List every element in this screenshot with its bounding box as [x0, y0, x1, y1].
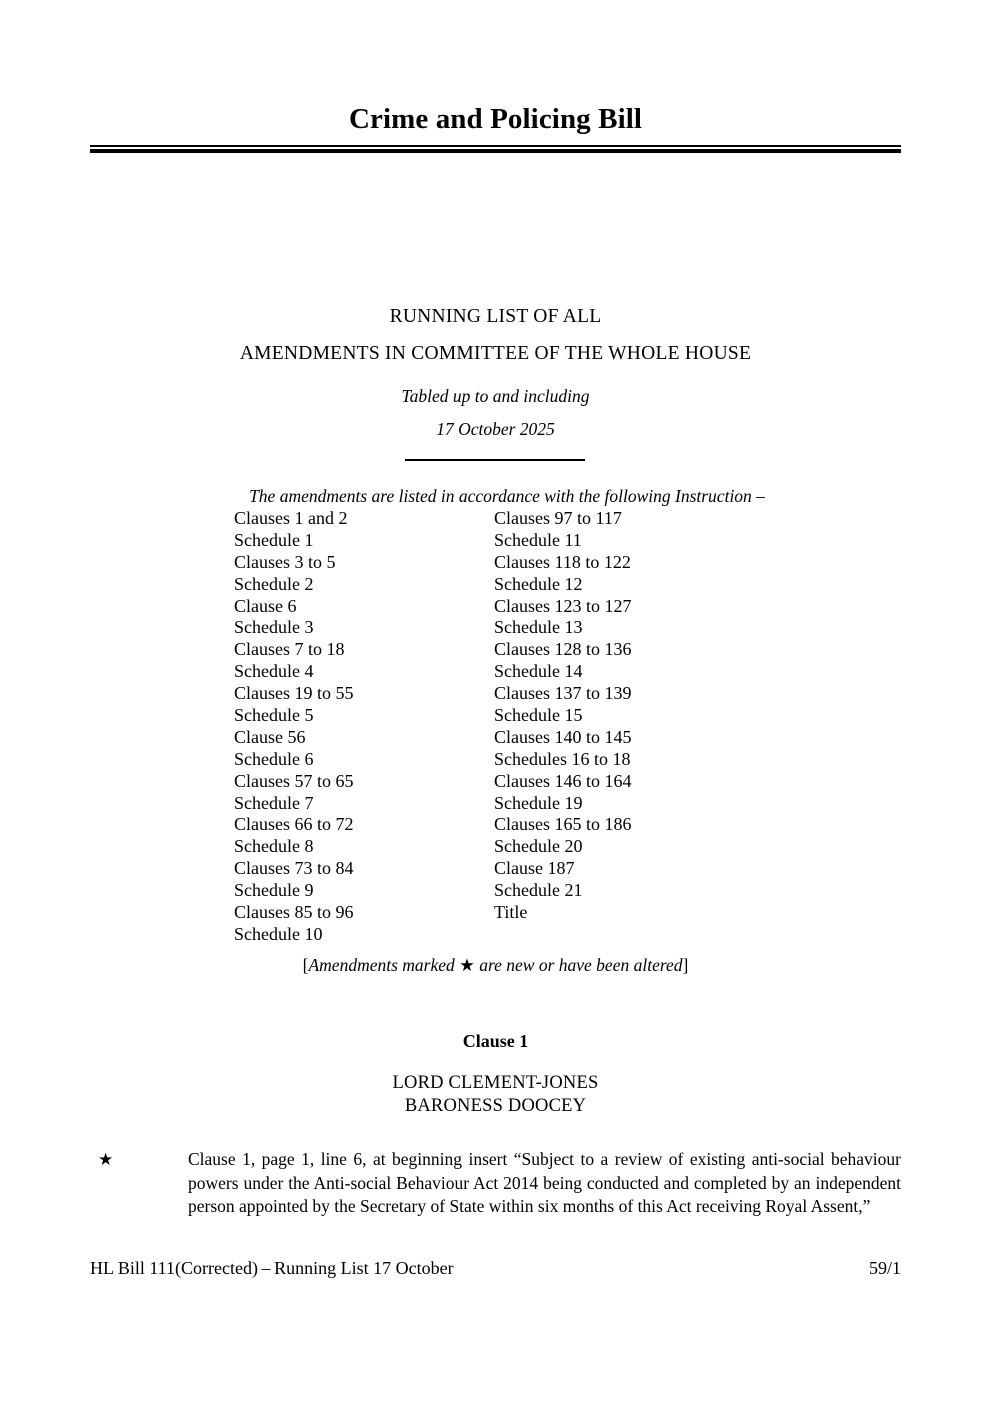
- order-item-right: Schedule 21: [494, 880, 583, 901]
- list-row: [234, 793, 794, 815]
- amendment-star-icon: ★: [98, 1150, 114, 1169]
- order-item-left: Clauses 85 to 96: [234, 902, 354, 923]
- list-row: [234, 552, 794, 574]
- member-name: LORD CLEMENT-JONES: [392, 1073, 599, 1093]
- order-item-left: Schedule 3: [234, 617, 314, 638]
- order-item-right: [494, 924, 794, 946]
- order-item-right: Schedules 16 to 18: [494, 748, 631, 769]
- list-row: [234, 749, 794, 771]
- order-item-left: Schedule 7: [234, 792, 314, 813]
- order-item-left: Schedule 9: [234, 880, 314, 901]
- order-item-right: Title: [494, 902, 528, 923]
- list-row: [234, 836, 794, 858]
- amendment-entry: [90, 1148, 901, 1219]
- order-item-left: Schedule 10: [234, 923, 323, 944]
- list-row: [234, 574, 794, 596]
- page-footer: [90, 1258, 901, 1279]
- list-row: [234, 880, 794, 902]
- rule-thick: [90, 149, 901, 152]
- star-legend-text-after: are new or have been altered: [474, 955, 683, 975]
- star-legend-open-bracket: [: [302, 955, 309, 975]
- list-row: [234, 771, 794, 793]
- page-number: 59/1: [868, 1258, 901, 1278]
- star-icon: ★: [459, 955, 475, 975]
- order-item-right: Clause 187: [494, 858, 575, 879]
- order-item-left: Schedule 2: [234, 573, 314, 594]
- running-list-heading-line-1: RUNNING LIST OF ALL: [389, 306, 602, 327]
- order-item-right: Schedule 20: [494, 836, 583, 857]
- order-item-right: Schedule 19: [494, 792, 583, 813]
- order-item-right: Clauses 123 to 127: [494, 595, 632, 616]
- order-item-left: Clause 6: [234, 595, 297, 616]
- footer-bill-reference: HL Bill 111(Corrected) – Running List 17 October: [90, 1258, 454, 1278]
- list-row: [234, 814, 794, 836]
- order-item-left: Schedule 5: [234, 705, 314, 726]
- order-item-left: Clauses 66 to 72: [234, 814, 354, 835]
- order-item-left: Schedule 1: [234, 529, 314, 550]
- tabled-date: 17 October 2025: [436, 419, 555, 439]
- order-item-right: Clauses 97 to 117: [494, 508, 622, 528]
- page-title: Crime and Policing Bill: [348, 103, 643, 135]
- list-row: [234, 596, 794, 618]
- order-item-left: Clauses 1 and 2: [234, 508, 348, 528]
- amendment-text: Clause 1, page 1, line 6, at beginning insert “Subject to a review of existing anti-social behaviour powers under the Anti-social Behaviour Act 2014 being conducted and completed by an independent person appointed by the Secretary of State within six months of this Act receiving Royal Assent,”: [188, 1149, 901, 1216]
- order-item-left: Clauses 7 to 18: [234, 639, 345, 660]
- order-item-right: Schedule 13: [494, 617, 583, 638]
- list-row: [234, 683, 794, 705]
- order-item-left: Clauses 57 to 65: [234, 770, 354, 791]
- order-item-right: Schedule 15: [494, 705, 583, 726]
- tabled-label: Tabled up to and including: [401, 386, 590, 406]
- order-item-left: Clauses 73 to 84: [234, 858, 354, 879]
- order-item-left: Schedule 6: [234, 748, 314, 769]
- order-item-right: Schedule 14: [494, 661, 583, 682]
- order-item-right: Schedule 12: [494, 573, 583, 594]
- title-double-rule: [90, 145, 901, 153]
- order-item-right: Clauses 146 to 164: [494, 770, 632, 791]
- order-item-left: Schedule 4: [234, 661, 314, 682]
- order-item-left: Clauses 19 to 55: [234, 683, 354, 704]
- list-row: [234, 924, 794, 946]
- list-row: [234, 508, 794, 530]
- order-item-right: Clauses 137 to 139: [494, 683, 632, 704]
- list-row: [234, 639, 794, 661]
- list-row: [234, 902, 794, 924]
- star-legend: [90, 955, 901, 976]
- order-item-left: Clauses 3 to 5: [234, 551, 336, 572]
- list-row: [234, 617, 794, 639]
- order-item-right: Schedule 11: [494, 529, 582, 550]
- running-list-heading-line-2: AMENDMENTS IN COMMITTEE OF THE WHOLE HOUSE: [239, 343, 752, 364]
- member-name: BARONESS DOOCEY: [404, 1096, 587, 1116]
- star-legend-close-bracket: ]: [682, 955, 689, 975]
- order-of-consideration-list: [234, 508, 794, 946]
- clause-heading: Clause 1: [462, 1031, 529, 1051]
- order-item-left: Schedule 8: [234, 836, 314, 857]
- list-row: [234, 858, 794, 880]
- order-item-right: Clauses 118 to 122: [494, 551, 631, 572]
- list-row: [234, 727, 794, 749]
- order-item-left: Clause 56: [234, 726, 306, 747]
- star-legend-text-before: Amendments marked: [308, 955, 460, 975]
- order-item-right: Clauses 140 to 145: [494, 726, 632, 747]
- list-row: [234, 661, 794, 683]
- instruction-line: The amendments are listed in accordance with the following Instruction –: [249, 486, 765, 506]
- section-divider-rule: [405, 459, 585, 461]
- order-item-right: Clauses 128 to 136: [494, 639, 632, 660]
- list-row: [234, 705, 794, 727]
- list-row: [234, 530, 794, 552]
- order-item-right: Clauses 165 to 186: [494, 814, 632, 835]
